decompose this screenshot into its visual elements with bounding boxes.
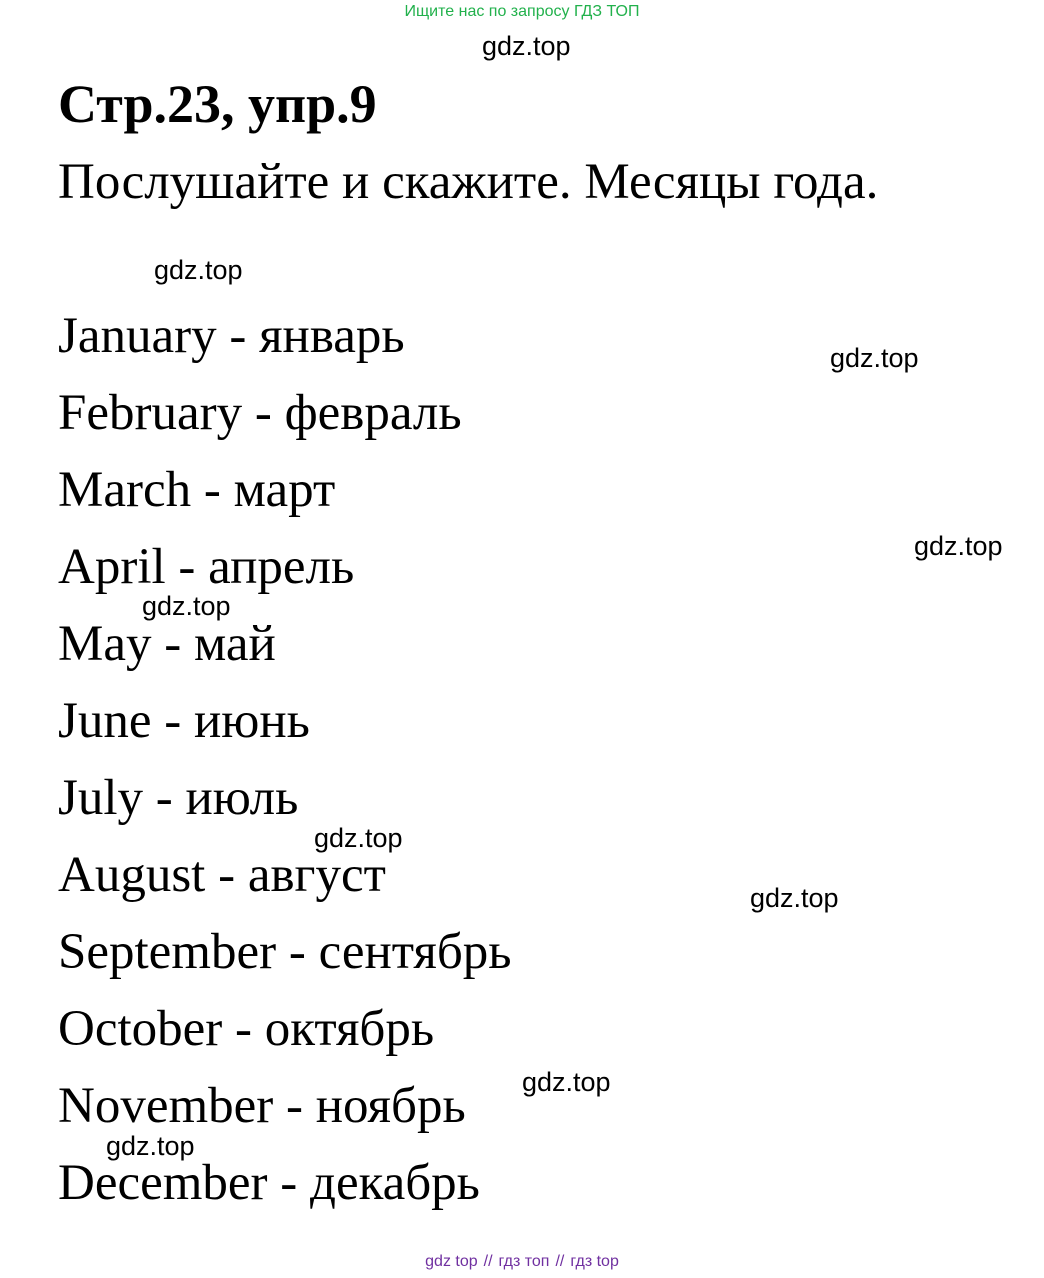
footer-item[interactable]: гдз топ — [498, 1253, 550, 1270]
footer-item[interactable]: gdz top — [425, 1253, 478, 1270]
watermark: gdz.top — [750, 883, 839, 913]
month-line-september: September - сентябрь — [58, 924, 512, 980]
watermark: gdz.top — [142, 591, 231, 621]
month-line-may: May - май — [58, 616, 276, 672]
watermark: gdz.top — [522, 1067, 611, 1097]
footer-links — [0, 1252, 1044, 1272]
month-line-june: June - июнь — [58, 693, 310, 749]
month-line-april: April - апрель — [58, 539, 355, 595]
month-line-march: March - март — [58, 462, 336, 518]
footer-item[interactable]: гдз top — [570, 1253, 619, 1270]
month-line-february: February - февраль — [58, 385, 462, 441]
footer-separator: // — [483, 1253, 493, 1270]
month-line-january: January - январь — [58, 308, 405, 364]
month-line-july: July - июль — [58, 770, 299, 826]
watermark: gdz.top — [482, 31, 571, 61]
month-line-october: October - октябрь — [58, 1001, 435, 1057]
watermark: gdz.top — [314, 823, 403, 853]
page-title: Стр.23, упр.9 — [58, 74, 377, 134]
watermark: gdz.top — [914, 531, 1003, 561]
watermark: gdz.top — [830, 343, 919, 373]
exercise-instruction: Послушайте и скажите. Месяцы года. — [58, 154, 879, 210]
month-line-august: August - август — [58, 847, 386, 903]
watermark: gdz.top — [106, 1131, 195, 1161]
month-line-november: November - ноябрь — [58, 1078, 466, 1134]
watermark: gdz.top — [154, 255, 243, 285]
footer-separator: // — [555, 1253, 565, 1270]
top-banner: Ищите нас по запросу ГДЗ ТОП — [404, 3, 640, 20]
month-line-december: December - декабрь — [58, 1155, 480, 1211]
